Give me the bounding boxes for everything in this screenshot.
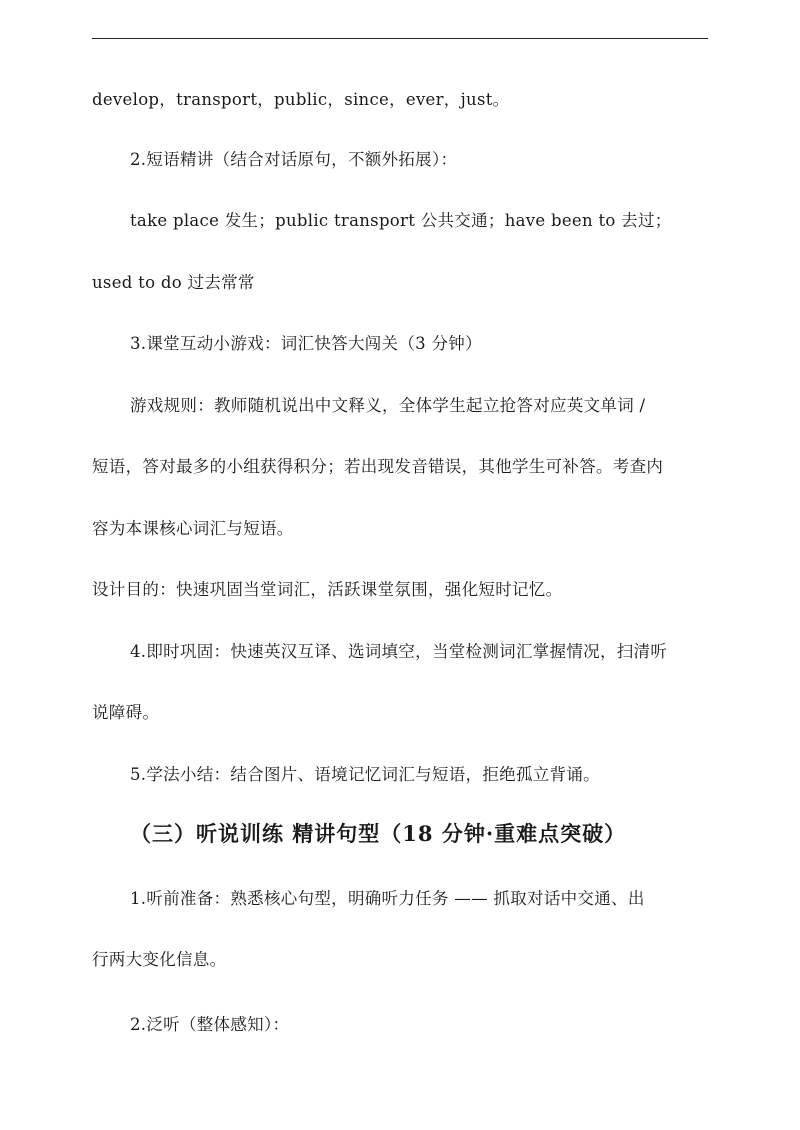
- game-rules-line-3: 容为本课核心词汇与短语。: [92, 519, 294, 538]
- game-rules-line-1: 游戏规则：教师随机说出中文释义，全体学生起立抢答对应英文单词 /: [130, 396, 646, 415]
- method-summary: 5.学法小结：结合图片、语境记忆词汇与短语，拒绝孤立背诵。: [130, 765, 600, 784]
- phrase-explanation-heading: 2.短语精讲（结合对话原句，不额外拓展）：: [130, 150, 458, 169]
- game-heading: 3.课堂互动小游戏：词汇快答大闯关（3 分钟）: [130, 334, 482, 353]
- consolidation-line-1: 4.即时巩固：快速英汉互译、选词填空，当堂检测词汇掌握情况，扫清听: [130, 642, 668, 661]
- design-purpose: 设计目的：快速巩固当堂词汇，活跃课堂氛围，强化短时记忆。: [92, 580, 563, 599]
- header-rule: [92, 38, 708, 39]
- pre-listening-line-2: 行两大变化信息。: [92, 950, 227, 969]
- vocab-list-line: develop，transport，public，since，ever，just。: [92, 90, 510, 109]
- consolidation-line-2: 说障碍。: [92, 703, 160, 722]
- extensive-listening-heading: 2.泛听（整体感知）：: [130, 1015, 290, 1034]
- game-rules-line-2: 短语，答对最多的小组获得积分；若出现发音错误，其他学生可补答。考查内: [92, 457, 664, 476]
- pre-listening-line-1: 1.听前准备：熟悉核心句型，明确听力任务 —— 抓取对话中交通、出: [130, 889, 645, 908]
- section-heading: （三）听说训练 精讲句型（18 分钟·重难点突破）: [130, 821, 627, 846]
- phrase-list-line-2: used to do 过去常常: [92, 273, 255, 292]
- phrase-list-line-1: take place 发生；public transport 公共交通；have been to 去过；: [130, 211, 672, 230]
